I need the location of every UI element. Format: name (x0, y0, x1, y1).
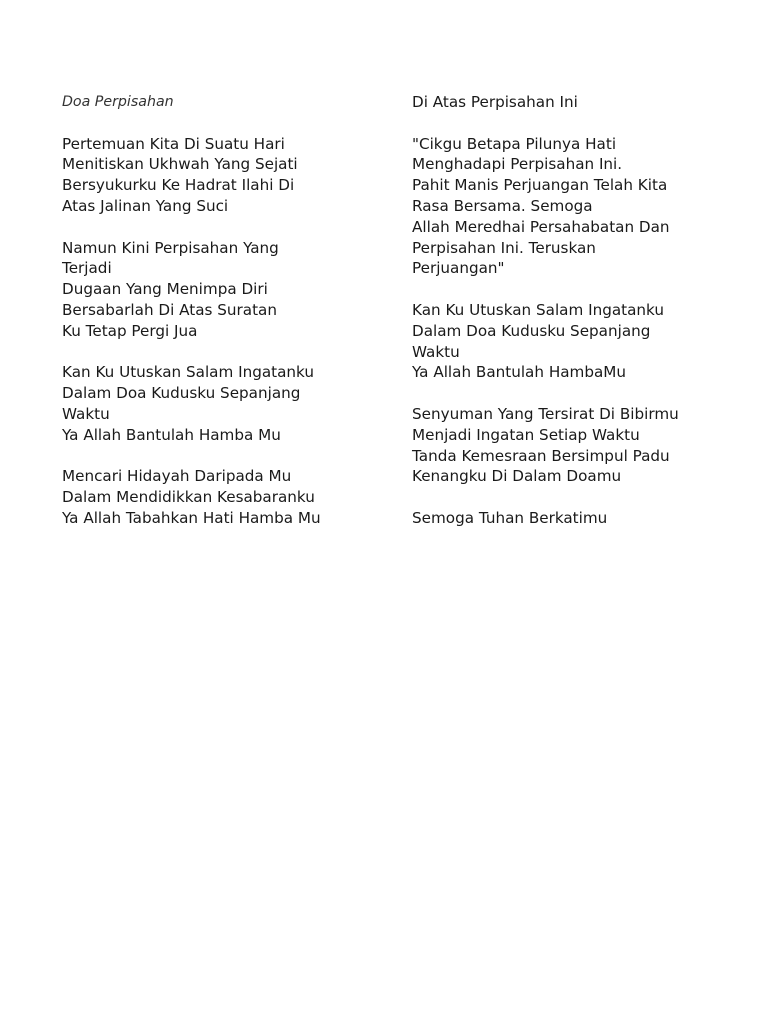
poem-title: Doa Perpisahan (62, 94, 174, 110)
poem-line: Dalam Doa Kudusku Sepanjang (62, 384, 301, 403)
stanza (412, 134, 732, 280)
stanza (412, 300, 732, 383)
poem-line: Ku Tetap Pergi Jua (62, 321, 198, 340)
poem-line: Mencari Hidayah Daripada Mu (62, 467, 292, 486)
poem-line: Bersyukurku Ke Hadrat Ilahi Di (62, 176, 295, 195)
stanza (412, 404, 732, 487)
poem-line: "Cikgu Betapa Pilunya Hati (412, 134, 617, 153)
poem-line: Dalam Mendidikkan Kesabaranku (62, 488, 315, 507)
poem-title: Di Atas Perpisahan Ini (412, 93, 578, 111)
poem-line: Tanda Kemesraan Bersimpul Padu (412, 446, 670, 465)
poem-line: Perjuangan" (412, 259, 505, 278)
poem-left-column (62, 92, 392, 550)
stanza (62, 238, 392, 342)
poem-line: Dugaan Yang Menimpa Diri (62, 280, 268, 299)
poem-right-column (412, 92, 732, 550)
poem-line: Kan Ku Utuskan Salam Ingatanku (412, 300, 664, 319)
stanza (62, 362, 392, 445)
poem-line: Menjadi Ingatan Setiap Waktu (412, 425, 640, 444)
poem-line: Waktu (62, 404, 110, 423)
poem-line: Atas Jalinan Yang Suci (62, 196, 229, 215)
poem-line: Semoga Tuhan Berkatimu (412, 508, 608, 527)
poem-line: Kenangku Di Dalam Doamu (412, 467, 622, 486)
poem-line: Terjadi (62, 259, 112, 278)
poem-line: Waktu (412, 342, 460, 361)
poem-line: Menghadapi Perpisahan Ini. (412, 155, 623, 174)
poem-line: Menitiskan Ukhwah Yang Sejati (62, 155, 298, 174)
poem-line: Senyuman Yang Tersirat Di Bibirmu (412, 404, 679, 423)
poem-line: Rasa Bersama. Semoga (412, 196, 593, 215)
poem-line: Namun Kini Perpisahan Yang (62, 238, 279, 257)
poem-line: Pahit Manis Perjuangan Telah Kita (412, 176, 668, 195)
poem-line: Ya Allah Bantulah HambaMu (412, 363, 627, 382)
stanza (62, 466, 392, 528)
stanza (412, 508, 732, 529)
poem-line: Ya Allah Tabahkan Hati Hamba Mu (62, 508, 321, 527)
poem-line: Ya Allah Bantulah Hamba Mu (62, 425, 281, 444)
poem-line: Bersabarlah Di Atas Suratan (62, 300, 277, 319)
poem-line: Perpisahan Ini. Teruskan (412, 238, 596, 257)
poem-line: Dalam Doa Kudusku Sepanjang (412, 321, 651, 340)
poem-line: Allah Meredhai Persahabatan Dan (412, 217, 670, 236)
poem-line: Kan Ku Utuskan Salam Ingatanku (62, 363, 314, 382)
stanza (62, 134, 392, 217)
poem-line: Pertemuan Kita Di Suatu Hari (62, 134, 285, 153)
